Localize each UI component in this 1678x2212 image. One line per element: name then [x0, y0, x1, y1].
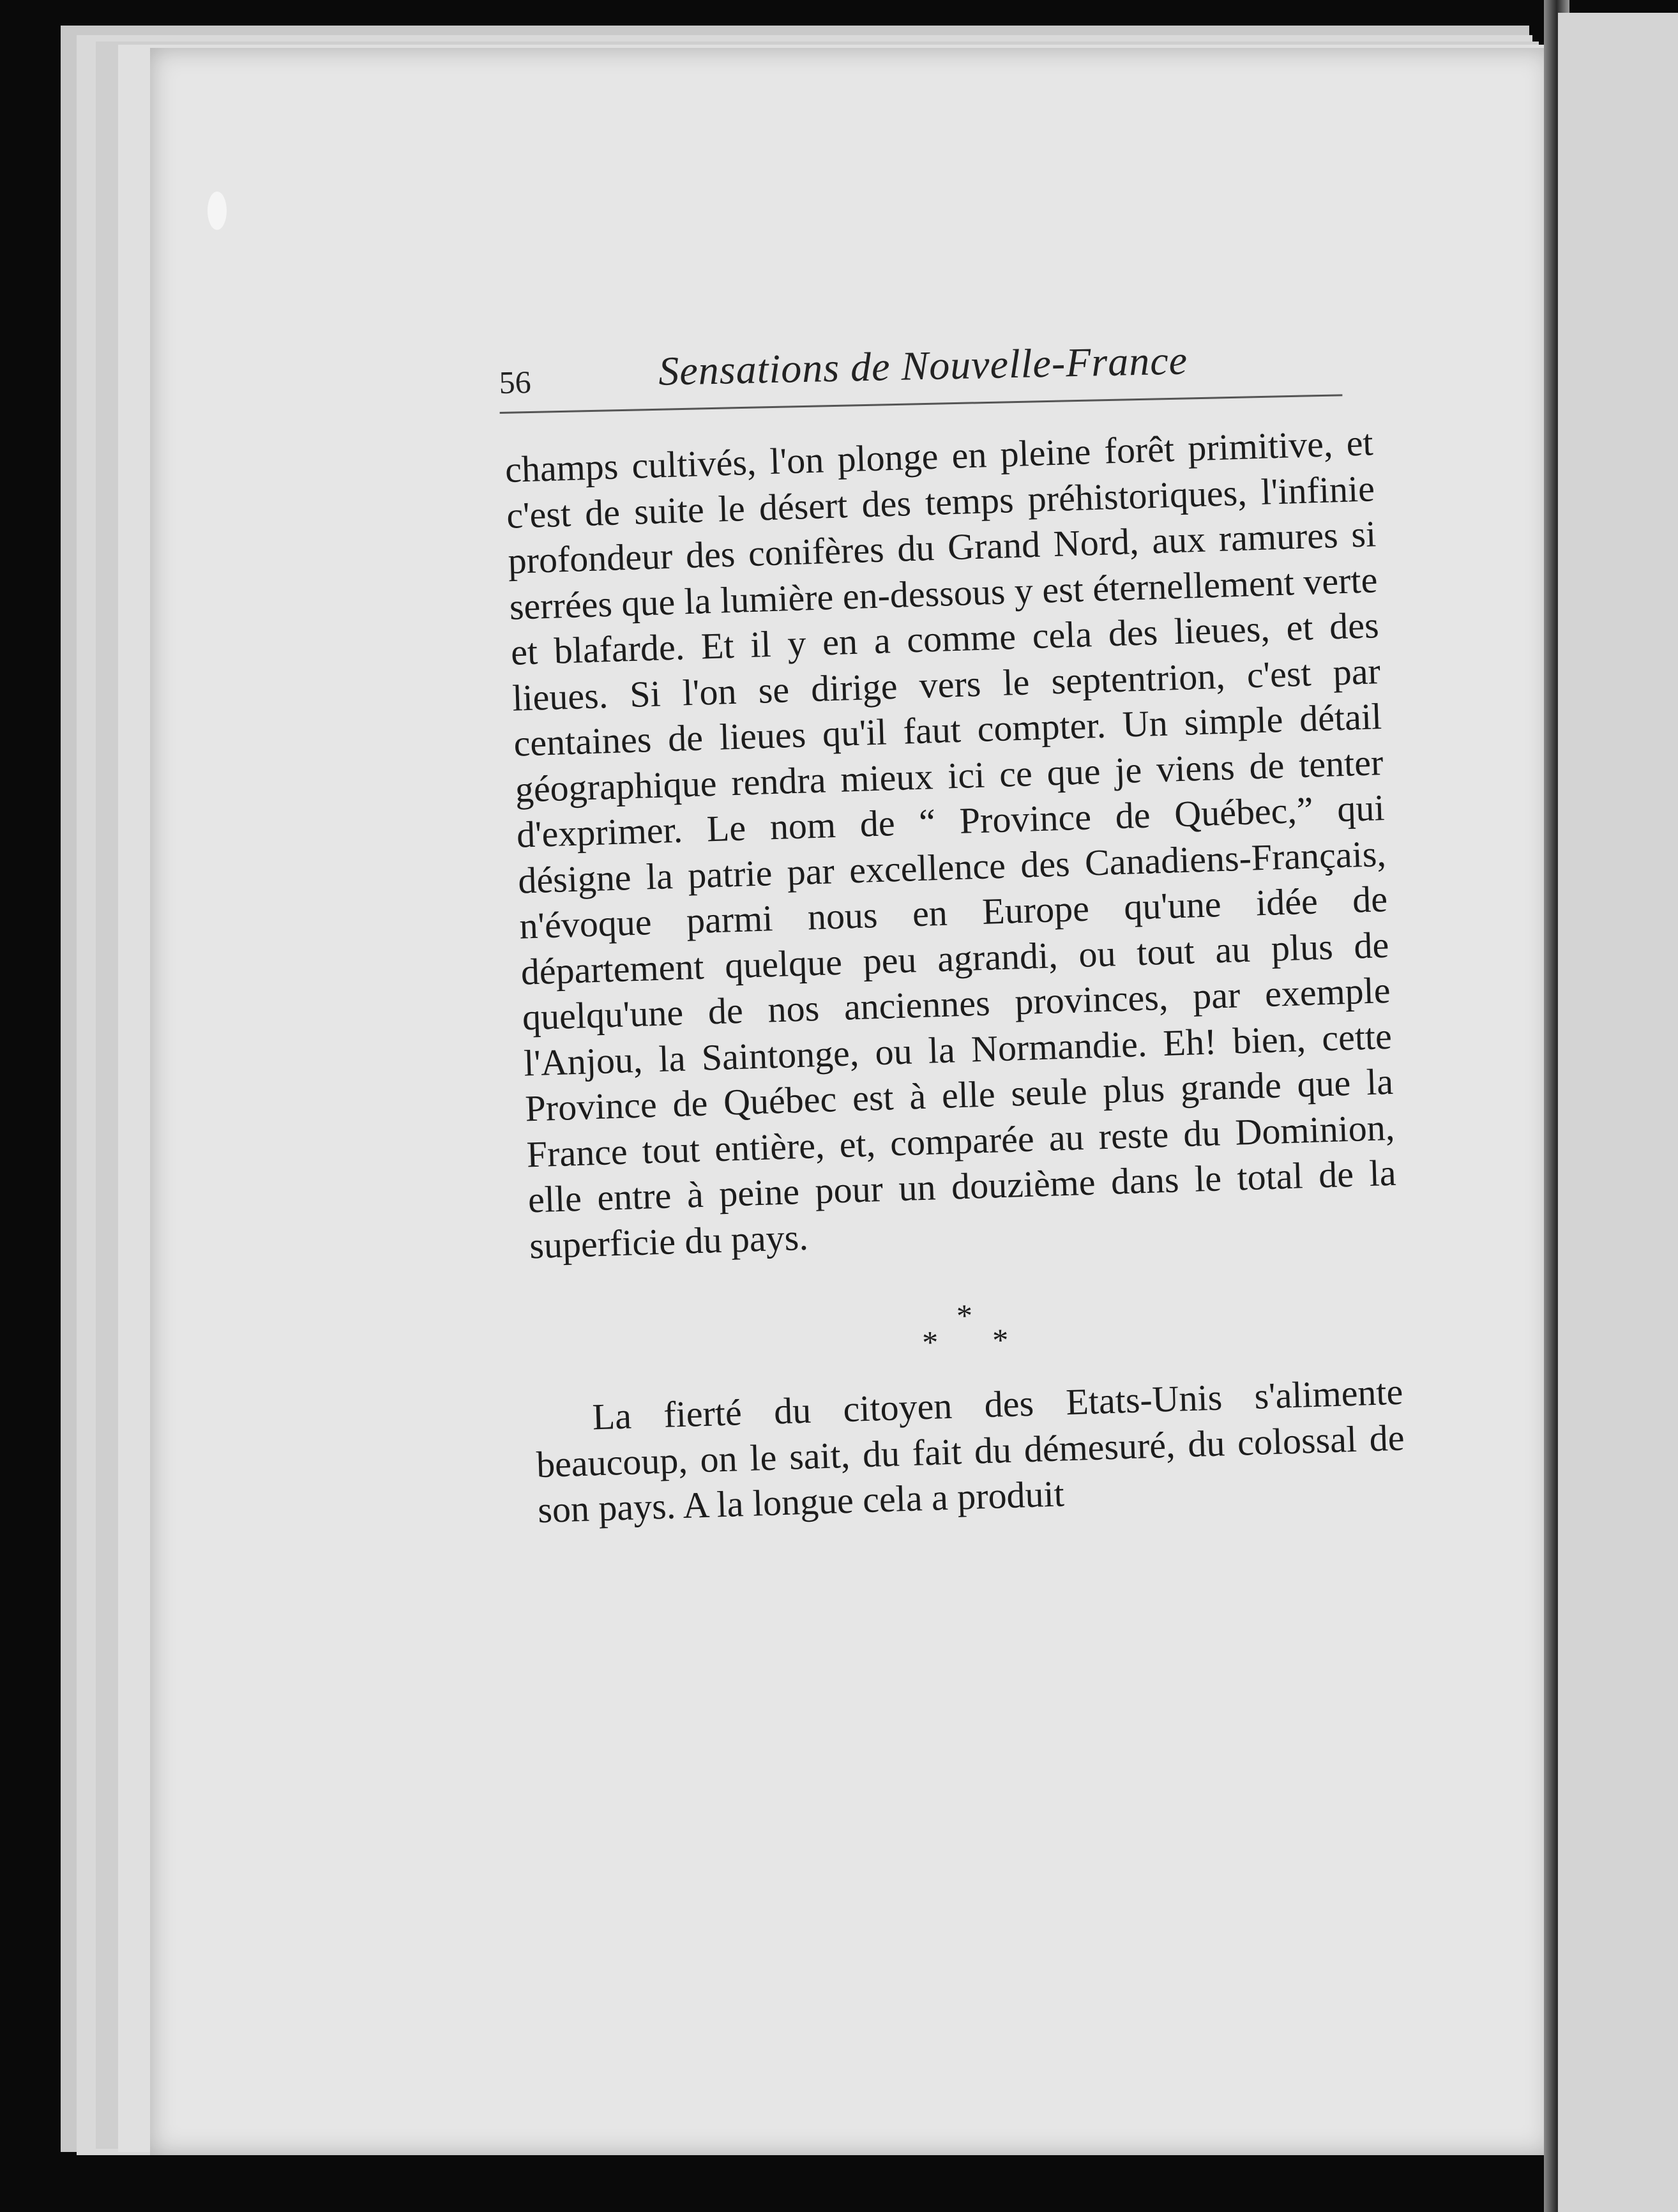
dinkus-star: *: [992, 1321, 1009, 1358]
paragraph: champs cultivés, l'on plonge en pleine forêt primitive, et c'est de suite le désert des temps préhistoriques, l'infinie profondeur des conifères du Grand Nord, aux ramures si serrées que la lumière en-dessous y est éternellement verte et blafarde. Et il y en a comme cela des lieues, et des lieues. Si l'on se dirige vers le septentrion, c'est par centaines de lieues qu'il faut compter. Un simple détail géographique rendra mieux ici ce que je viens de tenter d'exprimer. Le nom de “ Province de Québec,” qui désigne la patrie par excellence des Canadiens-Français, n'évoque parmi nous en Europe qu'une idée de département quelque peu agrandi, ou tout au plus de quelqu'une de nos anciennes provinces, par exemple l'Anjou, la Saintonge, ou la Normandie. Eh! bien, cette Province de Québec est à elle seule plus grande que la France tout entière, et, comparée au reste du Dominion, elle entre à peine pour un douzième dans le total de la superficie du pays.: [504, 421, 1397, 1266]
body-text: [504, 420, 1407, 1533]
paper-blemish: [208, 192, 227, 230]
section-break: [530, 1241, 1402, 1397]
next-page-edge: [1558, 13, 1678, 2212]
page-number: 56: [499, 363, 532, 400]
dinkus-star: *: [921, 1324, 939, 1361]
dinkus-star: *: [956, 1297, 973, 1334]
paragraph: La fierté du citoyen des Etats-Unis s'alimente beaucoup, on le sait, du fait du démesuré, du colossal de son pays. A la longue cela a produit: [536, 1370, 1405, 1531]
running-title: Sensations de Nouvelle-France: [658, 337, 1188, 394]
